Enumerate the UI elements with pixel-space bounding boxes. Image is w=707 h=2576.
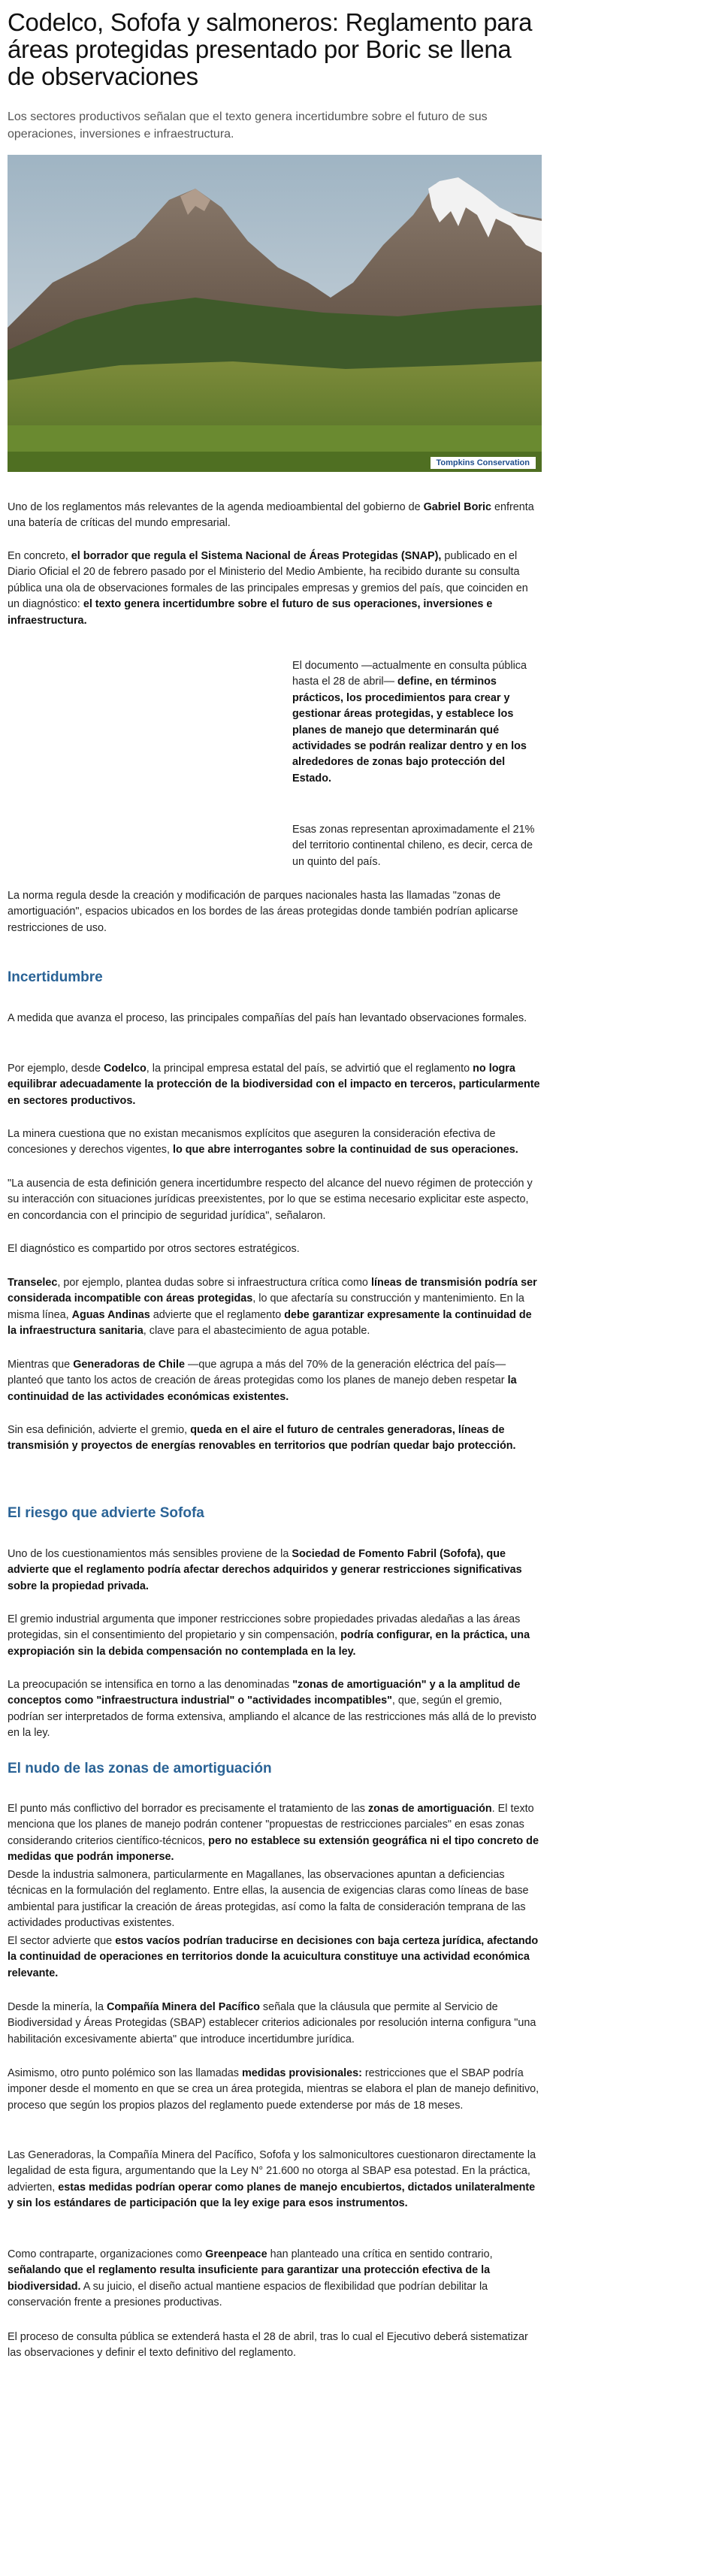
paragraph-quote: "La ausencia de esta definición genera incertidumbre respecto del alcance del nuevo régimen de protección y su interacción con situaciones jurídicas preexistentes, por lo que se estima necesario explicitar este aspecto, en concordancia con el principio de seguridad jurídica", señalaron. [8, 1178, 533, 1222]
paragraph-mineria: Desde la minería, la Compañía Minera del Pacífico señala que la cláusula que permite al Servicio de Biodiversidad y Áreas Protegidas (SBAP) establecer criterios adicionales por resolución interna configura "una habilitación excesivamente abierta" que introduce incertidumbre jurídica. [8, 2001, 536, 2045]
section-heading-incertidumbre: Incertidumbre [8, 969, 103, 985]
paragraph-greenpeace: Como contraparte, organizaciones como Greenpeace han planteado una crítica en sentido contrario, señalando que el reglamento resulta insuficiente para garantizar una protección efectiva de la biodiversidad. A su juicio, el diseño actual mantiene espacios de flexibilidad que podrían debilitar la conservación frente a presiones productivas. [8, 2248, 493, 2309]
paragraph-minera: La minera cuestiona que no existan mecanismos explícitos que aseguren la consideración efectiva de concesiones y derechos vigentes, lo que abre interrogantes sobre la continuidad de sus operaciones. [8, 1128, 518, 1156]
sidebar-quote-2: Esas zonas representan aproximadamente el 21% del territorio continental chileno, es decir, cerca de un quinto del país. [292, 824, 535, 868]
paragraph-sector: El sector advierte que estos vacíos podrían traducirse en decisiones con baja certeza jurídica, afectando la continuidad de operaciones en territorios donde la acuicultura constituye una actividad económica relevante. [8, 1935, 539, 1979]
paragraph-generadoras: Mientras que Generadoras de Chile —que agrupa a más del 70% de la generación eléctrica del país— planteó que tanto los actos de creación de áreas protegidas como los planes de manejo deben respetar la continuidad de las actividades económicas existentes. [8, 1359, 517, 1403]
paragraph-conflictivo: El punto más conflictivo del borrador es precisamente el tratamiento de las zonas de amortiguación. El texto menciona que los planes de manejo podrán contener "propuestas de restricciones parciales" en esas zonas considerando criterios científico-técnicos, pero no establece su extensión geográfica ni el tipo concreto de medidas que podrán imponerse. [8, 1803, 539, 1864]
article-title: Codelco, Sofofa y salmoneros: Reglamento para áreas protegidas presentado por Boric se llena de observaciones [8, 8, 533, 90]
section-heading-sofofa: El riesgo que advierte Sofofa [8, 1505, 204, 1521]
paragraph-legalidad: Las Generadoras, la Compañía Minera del Pacífico, Sofofa y los salmonicultores cuestionaron directamente la legalidad de esta figura, argumentando que la Ley N° 21.600 no otorga al SBAP esa potestad. En la práctica, advierten, estas medidas podrían operar como planes de manejo encubiertos, dictados unilateralmente y sin los estándares de participación que la ley exige para esos instrumentos. [8, 2149, 536, 2210]
paragraph-norma: La norma regula desde la creación y modificación de parques nacionales hasta las llamadas "zonas de amortiguación", espacios ubicados en los bordes de las áreas protegidas donde también podrían aplicarse restricciones de uso. [8, 890, 518, 934]
article-subtitle: Los sectores productivos señalan que el texto genera incertidumbre sobre el futuro de sus operaciones, inversiones e infraestructura. [8, 110, 488, 141]
sidebar-quote-1: El documento —actualmente en consulta pública hasta el 28 de abril— define, en términos prácticos, los procedimientos para crear y gestionar áreas protegidas, y establece los planes de manejo que determinarán qué actividades se podrán realizar dentro y en los alrededores de zonas bajo protección del Estado. [292, 660, 527, 785]
photo-credit: Tompkins Conservation [431, 457, 536, 469]
paragraph-salmonera: Desde la industria salmonera, particularmente en Magallanes, las observaciones apuntan a deficiencias técnicas en la formulación del reglamento. Entre ellas, la ausencia de exigencias claras como líneas de base ambiental para justificar la creación de áreas protegidas, así como la falta de consideración temprana de las actividades productivas existentes. [8, 1869, 529, 1930]
article-header [8, 0, 542, 166]
paragraph-consulta: El proceso de consulta pública se extenderá hasta el 28 de abril, tras lo cual el Ejecutivo deberá sistematizar las observaciones y definir el texto definitivo del reglamento. [8, 2331, 528, 2360]
paragraph-p4: A medida que avanza el proceso, las principales compañías del país han levantado observaciones formales. [8, 1012, 527, 1024]
section-heading-amortiguacion: El nudo de las zonas de amortiguación [8, 1761, 272, 1776]
paragraph-snap: En concreto, el borrador que regula el Sistema Nacional de Áreas Protegidas (SNAP), publicado en el Diario Oficial el 20 de febrero pasado por el Ministerio del Medio Ambiente, ha recibido durante su consulta pública una ola de observaciones formales de las principales empresas y gremios del país, que coinciden en un diagnóstico: el texto genera incertidumbre sobre el futuro de sus operaciones, inversiones e infraestructura. [8, 550, 528, 627]
landscape-illustration [8, 155, 542, 472]
paragraph-sofofa: Uno de los cuestionamientos más sensibles proviene de la Sociedad de Fomento Fabril (Sofofa), que advierte que el reglamento podría afectar derechos adquiridos y generar restricciones significativas sobre la propiedad privada. [8, 1548, 522, 1592]
paragraph-gremio-industrial: El gremio industrial argumenta que imponer restricciones sobre propiedades privadas aledañas a las áreas protegidas, sin el consentimiento del propietario y sin compensación, podría configurar, en la práctica, una expropiación sin la debida compensación no contemplada en la ley. [8, 1613, 530, 1658]
paragraph-diagnostico: El diagnóstico es compartido por otros sectores estratégicos. [8, 1243, 300, 1255]
paragraph-gremio: Sin esa definición, advierte el gremio, queda en el aire el futuro de centrales generadoras, líneas de transmisión y proyectos de energías renovables en territorios que podrían quedar bajo protección. [8, 1424, 516, 1453]
mountain-landscape-photo [8, 155, 542, 472]
paragraph-preocupacion: La preocupación se intensifica en torno a las denominadas "zonas de amortiguación" y a la amplitud de conceptos como "infraestructura industrial" o "actividades incompatibles", que, según el gremio, podrían ser interpretados de forma extensiva, ampliando el alcance de las restricciones más allá de lo previsto en la ley. [8, 1679, 536, 1740]
paragraph-codelco: Por ejemplo, desde Codelco, la principal empresa estatal del país, se advirtió que el reglamento no logra equilibrar adecuadamente la protección de la biodiversidad con el impacto en terceros, particularmente en sectores productivos. [8, 1063, 540, 1107]
paragraph-provisionales: Asimismo, otro punto polémico son las llamadas medidas provisionales: restricciones que el SBAP podría imponer desde el momento en que se crea un área protegida, mientras se elabora el plan de manejo definitivo, proceso que según los propios plazos del reglamento puede extenderse por más de 18 meses. [8, 2067, 539, 2112]
paragraph-intro: Uno de los reglamentos más relevantes de la agenda medioambiental del gobierno de Gabriel Boric enfrenta una batería de críticas del mundo empresarial. [8, 501, 534, 530]
paragraph-transelec: Transelec, por ejemplo, plantea dudas sobre si infraestructura crítica como líneas de transmisión podría ser considerada incompatible con áreas protegidas, lo que afectaría su construcción y mantenimiento. En la misma línea, Aguas Andinas advierte que el reglamento debe garantizar expresamente la continuidad de la infraestructura sanitaria, clave para el abastecimiento de agua potable. [8, 1277, 537, 1338]
